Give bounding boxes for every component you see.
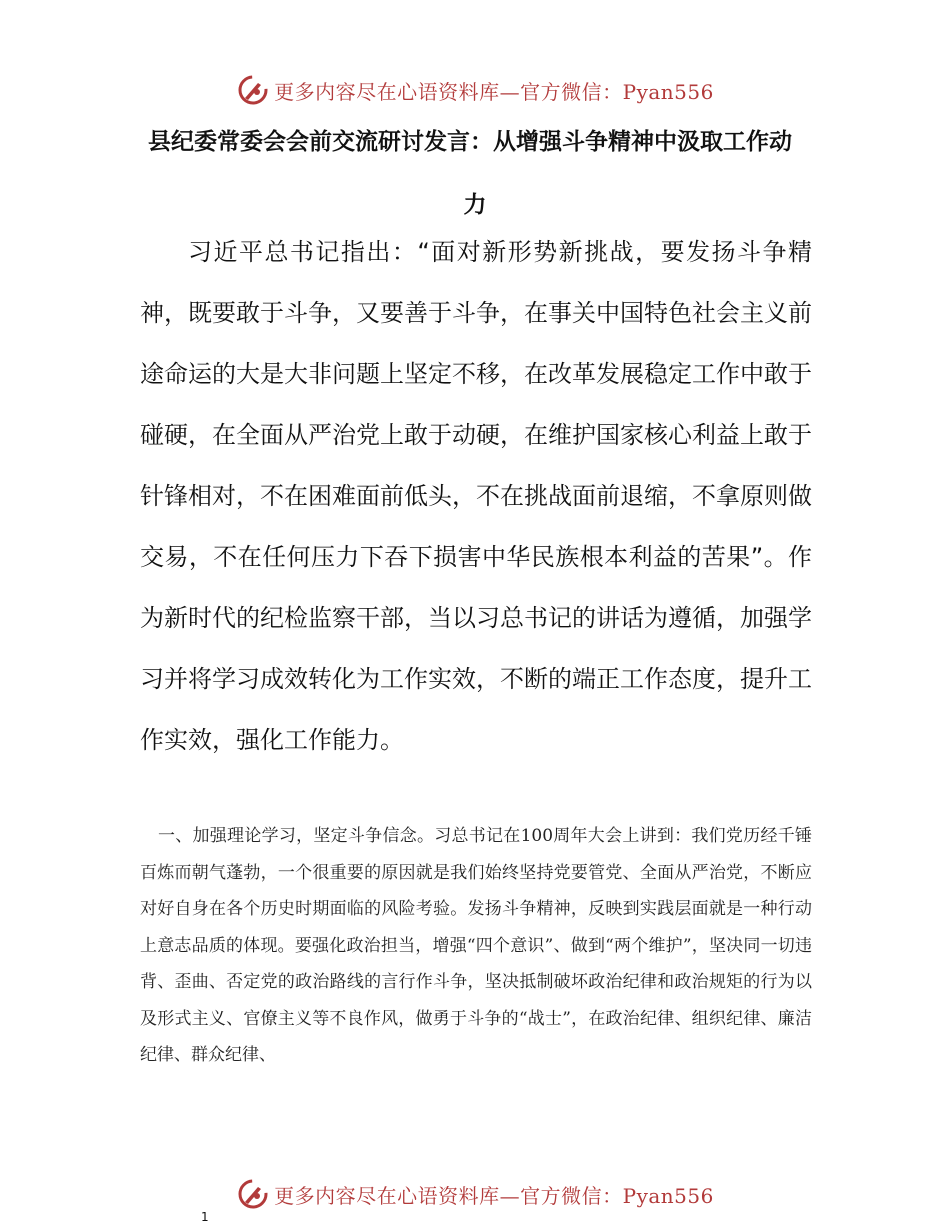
- banner-wechat: 官方微信：Pyan556: [520, 79, 714, 104]
- banner-dash: —: [499, 1183, 521, 1208]
- footer-banner-text: [274, 1180, 714, 1209]
- intro-paragraph: 习近平总书记指出：“面对新形势新挑战，要发扬斗争精神，既要敢于斗争，又要善于斗争，在事关中国特色社会主义前途命运的大是大非问题上坚定不移，在改革发展稳定工作中敢于碰硬，在全面从严治党上敢于动硬，在维护国家核心利益上敢于针锋相对，不在困难面前低头，不在挑战面前退缩，不拿原则做交易，不在任何压力下吞下损害中华民族根本利益的苦果”。作为新时代的纪检监察干部，当以习总书记的讲话为遵循，加强学习并将学习成效转化为工作实效，不断的端正工作态度，提升工作实效，强化工作能力。: [140, 238, 812, 754]
- brush-seal-logo-icon: [236, 73, 270, 107]
- banner-dash: —: [499, 79, 521, 104]
- brush-seal-logo-icon: [236, 1177, 270, 1211]
- header-banner-text: [274, 76, 714, 105]
- banner-site-name: 更多内容尽在心语资料库: [274, 1183, 500, 1208]
- section-1: [140, 818, 812, 1074]
- section-1-paragraph: 一、加强理论学习，坚定斗争信念。习总书记在100周年大会上讲到：我们党历经千锤百炼而朝气蓬勃，一个很重要的原因就是我们始终坚持党要管党、全面从严治党，不断应对好自身在各个历史时期面临的风险考验。发扬斗争精神，反映到实践层面就是一种行动上意志品质的体现。要强化政治担当，增强“四个意识”、做到“两个维护”，坚决同一切违背、歪曲、否定党的政治路线的言行作斗争，坚决抵制破坏政治纪律和政治规矩的行为以及形式主义、官僚主义等不良作风，做勇于斗争的“战士”，在政治纪律、组织纪律、廉洁纪律、群众纪律、: [140, 826, 812, 1065]
- intro-section: [140, 222, 812, 771]
- document-title-line-1: 县纪委常委会会前交流研讨发言：从增强斗争精神中汲取工作动: [148, 129, 792, 155]
- header-banner: [0, 68, 950, 112]
- footer-banner: [0, 1172, 950, 1216]
- document-title-line-2: 力: [463, 192, 487, 218]
- page-number: 1: [201, 1210, 209, 1224]
- banner-wechat: 官方微信：Pyan556: [520, 1183, 714, 1208]
- banner-site-name: 更多内容尽在心语资料库: [274, 79, 500, 104]
